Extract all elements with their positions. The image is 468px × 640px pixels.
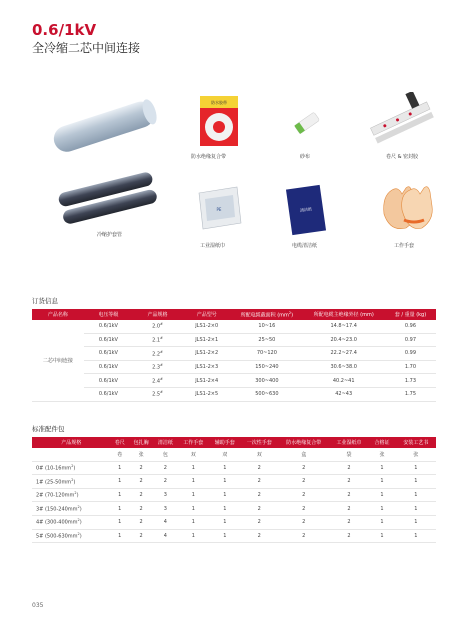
cell: 3 [153,502,177,516]
cell: 70~120 [231,347,302,361]
cell: 2.4# [133,374,182,388]
cell: 0.99 [385,347,436,361]
cell: 1 [368,461,395,475]
spec-cell: 3# $(150-240mm^2)$ [32,502,111,516]
cell: 1 [209,529,241,543]
spec-cell: 4# $(300-400mm^2)$ [32,515,111,529]
cell: 1 [209,515,241,529]
cell: 1.70 [385,360,436,374]
cell: 150~240 [231,360,302,374]
page-title: 0.6/1kV [32,21,97,39]
col-header: 清洁纸 [153,437,177,448]
table-row [32,387,436,401]
cell: 0.6/1kV [84,320,133,333]
col-header: 工作手套 [178,437,210,448]
cell: 2 [241,461,278,475]
cell: 张 [368,448,395,461]
caption-wipes: 工业湿纸巾 [200,243,226,249]
cell: 2 [278,488,330,502]
cell: 1 [396,461,436,475]
table-row [32,515,436,529]
cell: 1 [178,529,210,543]
col-header: 所配电缆截面积 $(mm^2)$ [231,309,302,320]
cell: 30.6~38.0 [302,360,384,374]
cell: 0.96 [385,320,436,333]
protective-sleeve-image [56,172,160,226]
cell: 1 [396,488,436,502]
cell: 1 [209,488,241,502]
waterproof-tape-image [194,92,244,150]
cell: 20.4~23.0 [302,333,384,347]
cell: 10~16 [231,320,302,333]
col-header: 包扎胸 [129,437,153,448]
cell: 2 [129,461,153,475]
spec-cell: 0# $(10-16mm^2)$ [32,461,111,475]
table-row [32,502,436,516]
col-header: 卷尺 [111,437,130,448]
cell: JLS1-2×1 [182,333,231,347]
cell: 22.2~27.4 [302,347,384,361]
caption-sandpaper: 砂布 [300,154,311,160]
units-row [32,448,436,461]
cell: 2 [129,488,153,502]
cell: 1 [368,515,395,529]
cell: 2 [241,475,278,489]
cell: 0.6/1kV [84,374,133,388]
cell: 500~630 [231,387,302,401]
col-header: 安装工艺书 [396,437,436,448]
order-info-title: 订货信息 [32,297,58,305]
cell: 1 [111,515,130,529]
cell: 1 [178,475,210,489]
cell [32,448,111,461]
cell: 2 [278,502,330,516]
cell: 0.6/1kV [84,360,133,374]
col-header: 产品型号 [182,309,231,320]
cell: 1 [368,475,395,489]
cell: 2 [153,461,177,475]
col-header: 电压等级 [84,309,133,320]
cell: 1 [368,529,395,543]
cell: 2 [330,529,369,543]
cell: 2 [129,475,153,489]
cell: 2 [153,475,177,489]
table-row [32,475,436,489]
col-header: 产品规格 [133,309,182,320]
cell: 张 [129,448,153,461]
accessory-table [32,437,436,543]
industrial-wipes-image [193,183,245,233]
cell: 1 [396,502,436,516]
cleaning-paper-image [283,181,329,239]
table-row [32,461,436,475]
cell: 1 [178,461,210,475]
cell: 3 [153,488,177,502]
col-header: 合格证 [368,437,395,448]
cell: 1 [111,475,130,489]
cell: 1.75 [385,387,436,401]
cell: 25~50 [231,333,302,347]
table-row [32,360,436,374]
table-row [32,488,436,502]
cell: JLS1-2×0 [182,320,231,333]
cell: 1 [209,475,241,489]
cell: 0.97 [385,333,436,347]
cell: 2 [241,488,278,502]
cell: 1 [111,502,130,516]
cell: 双 [178,448,210,461]
cell: 1 [178,488,210,502]
tape-measure-image [370,92,434,148]
cell: 2.5# [133,387,182,401]
col-header: 产品名称 [32,309,84,320]
cell: 2 [278,515,330,529]
svg-text:PE: PE [216,207,222,212]
cell: 1 [111,529,130,543]
order-table-header [32,309,436,320]
work-gloves-image [378,180,436,236]
cell: 1 [178,502,210,516]
cell: 袋 [330,448,369,461]
cell: 42~43 [302,387,384,401]
svg-text:清洁纸: 清洁纸 [299,206,313,213]
cell: JLS1-2×3 [182,360,231,374]
cell: 1 [396,475,436,489]
order-table [32,309,436,402]
page-number: 035 [32,602,44,609]
cell: 1 [368,488,395,502]
cell: 1 [111,488,130,502]
cell: 2.2# [133,347,182,361]
cell: 2 [278,529,330,543]
cell: 1 [111,461,130,475]
cell: 2.1# [133,333,182,347]
cell: 1 [396,515,436,529]
table-row [32,374,436,388]
cell: JLS1-2×5 [182,387,231,401]
cell: 2 [330,475,369,489]
spec-cell: 2# $(70-120mm^2)$ [32,488,111,502]
col-header: 工业湿纸巾 [330,437,369,448]
cell: 双 [209,448,241,461]
col-header: 产品规格 [32,437,111,448]
cell: 0.6/1kV [84,347,133,361]
cell: 张 [396,448,436,461]
accessory-title: 标准配件包 [32,425,65,433]
cell: 2 [330,515,369,529]
cell: 2.0# [133,320,182,333]
cell: 4 [153,515,177,529]
cell: 0.6/1kV [84,387,133,401]
cell: 卷 [111,448,130,461]
cell: 2 [278,475,330,489]
cell: 1.73 [385,374,436,388]
table-row [32,320,436,333]
cell: JLS1-2×2 [182,347,231,361]
col-header: 所配电缆主绝缘外径 (mm) [302,309,384,320]
spec-cell: 1# $(25-50mm^2)$ [32,475,111,489]
cell: 1 [396,529,436,543]
cell: 2.3# [133,360,182,374]
cell: 0.6/1kV [84,333,133,347]
cell: 2 [241,515,278,529]
col-header: 套 / 重量 (kg) [385,309,436,320]
cell: 2 [330,502,369,516]
table-row [32,347,436,361]
cold-shrink-tube-image [48,92,158,162]
cell: 2 [330,461,369,475]
cell: 2 [129,502,153,516]
cell: 14.8~17.4 [302,320,384,333]
cell: 4 [153,529,177,543]
silicone-pack-image [291,108,323,138]
cell: 1 [178,515,210,529]
cell: 2 [278,461,330,475]
accessory-table-header [32,437,436,448]
caption-sleeve: 冷缩护套管 [97,232,123,238]
page-subtitle: 全冷缩二芯中间连接 [32,41,141,55]
table-row [32,529,436,543]
table-row [32,333,436,347]
caption-cleaning-paper: 电缆清洁纸 [292,243,318,249]
cell: 300~400 [231,374,302,388]
cell: 包 [153,448,177,461]
caption-measure: 卷尺 & 密封胶 [386,154,419,160]
cell: 2 [129,529,153,543]
col-header: 辅助手套 [209,437,241,448]
cell: 1 [209,502,241,516]
cell: 1 [368,502,395,516]
caption-tape: 防水绝缘复合带 [191,154,227,160]
cell: 双 [241,448,278,461]
cell: 2 [241,529,278,543]
spec-cell: 5# $(500-630mm^2)$ [32,529,111,543]
cell: 1 [209,461,241,475]
svg-text:防水胶带: 防水胶带 [211,100,227,105]
cell: JLS1-2×4 [182,374,231,388]
cell: 2 [129,515,153,529]
cell: 2 [330,488,369,502]
col-header: 防水绝缘复合带 [278,437,330,448]
cell: 2 [241,502,278,516]
product-name-cell: 二芯中间连接 [32,320,84,401]
cell: 盒 [278,448,330,461]
col-header: 一次性手套 [241,437,278,448]
cell: 40.2~41 [302,374,384,388]
caption-gloves: 工作手套 [394,243,415,249]
